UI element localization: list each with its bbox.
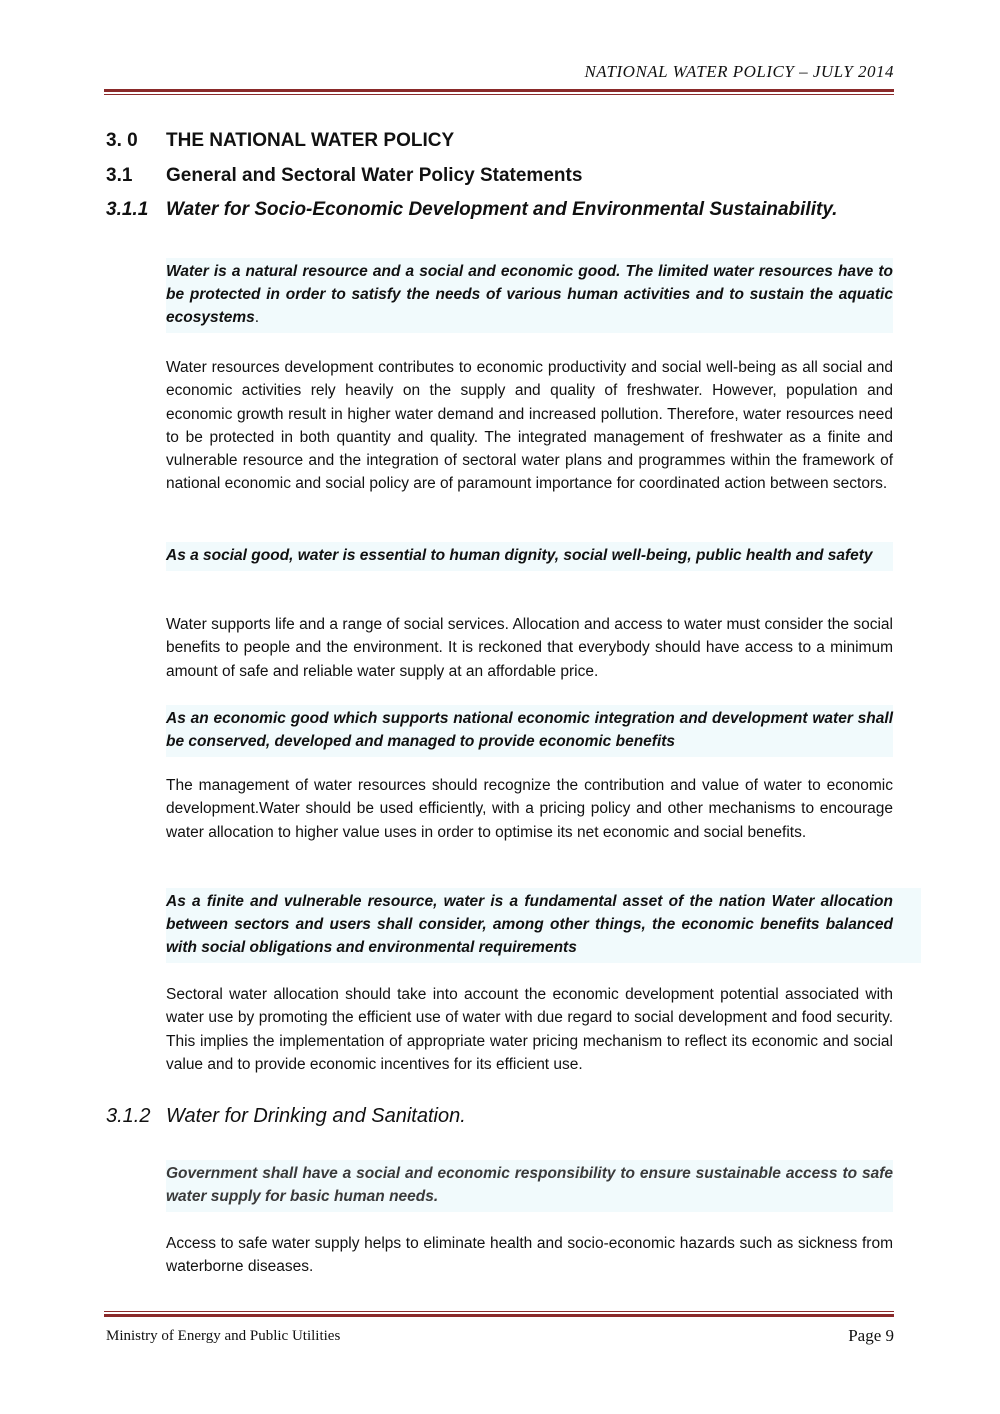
heading-title: Water for Socio-Economic Development and Environmental Sustainability. bbox=[166, 199, 838, 220]
heading-number: 3.1 bbox=[106, 165, 133, 186]
heading-3-1-2 bbox=[106, 1105, 466, 1128]
footer-rule bbox=[104, 1314, 894, 1317]
page-number: Page 9 bbox=[848, 1326, 894, 1345]
policy-statement-5: Government shall have a social and economic responsibility to ensure sustainable access to safe water supply for basic human needs. bbox=[166, 1160, 893, 1212]
heading-number: 3.1.2 bbox=[106, 1105, 151, 1127]
heading-number: 3. 0 bbox=[106, 130, 138, 151]
paragraph-5: Access to safe water supply helps to eliminate health and socio-economic hazards such as sickness from waterborne diseases. bbox=[166, 1235, 893, 1276]
heading-title: Water for Drinking and Sanitation. bbox=[166, 1105, 466, 1127]
paragraph-1: Water resources development contributes to economic productivity and social well-being as all social and economic activities rely heavily on the supply and quality of freshwater. However, population and economic growth result in higher water demand and increased pollution. Therefore, water resources need to be protected in both quantity and quality. The integrated management of freshwater as a finite and vulnerable resource and the integration of sectoral water plans and programmes within the framework of national economic and social policy are of paramount importance for coordinated action between sectors. bbox=[166, 359, 893, 493]
policy-statement-3: As an economic good which supports national economic integration and development water shall be conserved, developed and managed to provide economic benefits bbox=[166, 705, 893, 757]
heading-3-1-1 bbox=[106, 199, 837, 221]
header-rule-thin bbox=[104, 94, 894, 95]
paragraph-4: Sectoral water allocation should take into account the economic development potential associated with water use by promoting the efficient use of water with due regard to social development and food security. This implies the implementation of appropriate water pricing mechanism to reflect its economic and social value and to provide economic incentives for its efficient use. bbox=[166, 986, 893, 1073]
policy-statement-text: As a finite and vulnerable resource, water is a fundamental asset of the nation Water allocation between sectors and users shall consider, among other things, the economic benefits balanced with social obligations and environmental requirements bbox=[166, 893, 893, 956]
heading-3-0 bbox=[106, 130, 454, 152]
policy-statement-2: As a social good, water is essential to human dignity, social well-being, public health and safety bbox=[166, 542, 893, 571]
footer-rule-thin bbox=[104, 1311, 894, 1312]
paragraph-2: Water supports life and a range of social services. Allocation and access to water must consider the social benefits to people and the environment. It is reckoned that everybody should have access to a minimum amount of safe and reliable water supply at an affordable price. bbox=[166, 616, 893, 680]
policy-statement-1 bbox=[166, 258, 893, 333]
heading-title: THE NATIONAL WATER POLICY bbox=[166, 130, 455, 151]
footer-ministry: Ministry of Energy and Public Utilities bbox=[106, 1328, 341, 1344]
paragraph-3: The management of water resources should recognize the contribution and value of water to economic development.Water should be used efficiently, with a pricing policy and other mechanisms to encourage water allocation to higher value uses in order to optimise its net economic and social benefits. bbox=[166, 777, 893, 841]
policy-statement-4 bbox=[166, 888, 921, 963]
heading-number: 3.1.1 bbox=[106, 199, 149, 220]
running-header: NATIONAL WATER POLICY – JULY 2014 bbox=[584, 62, 894, 81]
policy-statement-tail: . bbox=[254, 309, 260, 326]
heading-title: General and Sectoral Water Policy Statements bbox=[166, 165, 583, 186]
policy-statement-text: Water is a natural resource and a social and economic good. The limited water resources have to be protected in order to satisfy the needs of various human activities and to sustain the aquatic ecosystems bbox=[166, 263, 893, 326]
heading-3-1 bbox=[106, 165, 582, 187]
header-rule bbox=[104, 89, 894, 92]
